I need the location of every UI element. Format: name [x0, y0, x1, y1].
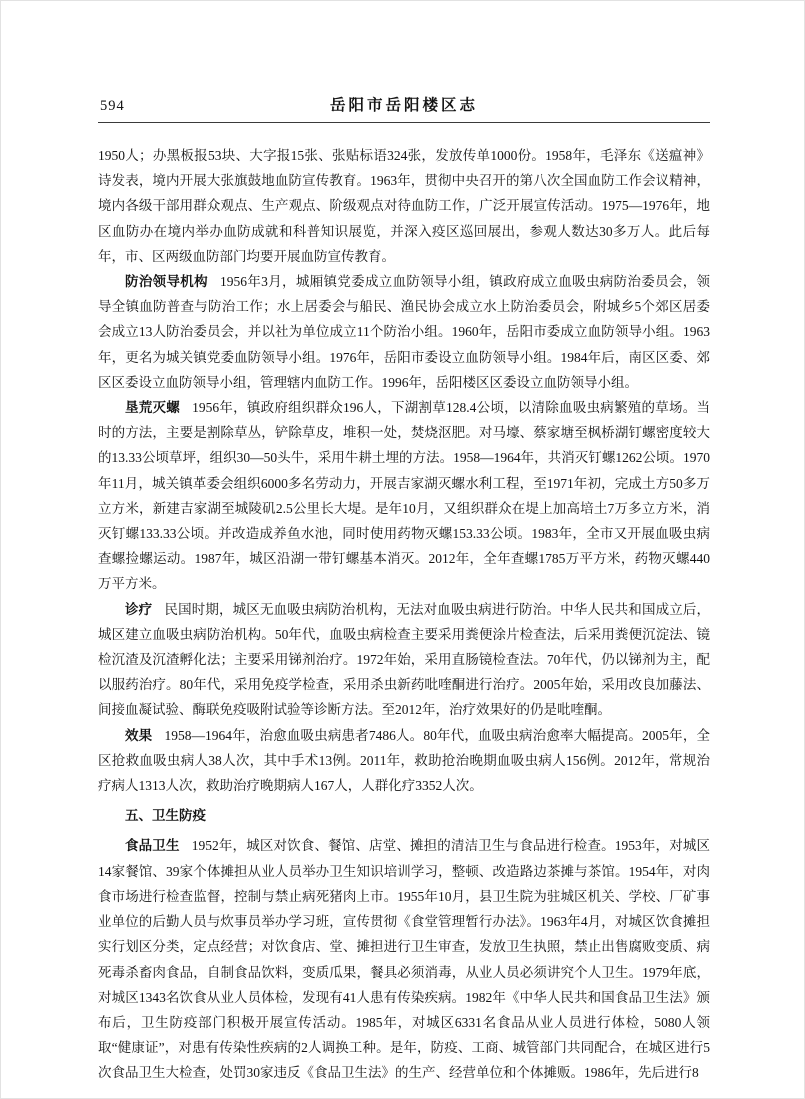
paragraph-text: 1956年3月，城厢镇党委成立血防领导小组，镇政府成立血吸虫病防治委员会，领导全镇血防普查与防治工作；水上居委会与船民、渔民协会成立水上防治委员会，附城乡5个郊区居委会成立13人防治委员会，并以社为单位成立11个防治小组。1960年，岳阳市委成立血防领导小组。1963年，更名为城关镇党委血防领导小组。1976年，岳阳市委设立血防领导小组。1984年后，南区区委、郊区区委设立血防领导小组，管理辖内血防工作。1996年，岳阳楼区区委设立血防领导小组。 — [98, 274, 711, 390]
paragraph-text: 1958—1964年，治愈血吸虫病患者7486人。80年代，血吸虫病治愈率大幅提高。2005年，全区抢救血吸虫病人38人次，其中手术13例。2011年，救助抢治晚期血吸虫病人156例。2012年，常规治疗病人1313人次，救助治疗晚期病人167人，人群化疗3352人次。 — [98, 727, 711, 794]
paragraph-text: 1952年，城区对饮食、餐馆、店堂、摊担的清洁卫生与食品进行检查。1953年，对城区14家餐馆、39家个体摊担从业人员举办卫生知识培训学习，整顿、改造路边茶摊与茶馆。1954年，对肉食市场进行检查监督，控制与禁止病死猪肉上市。1955年10月，县卫生院为驻城区机关、学校、厂矿事业单位的后勤人员与炊事员举办学习班，宣传贯彻《食堂管理暂行办法》。1963年4月，对城区饮食摊担实行划区分类，定点经营；对饮食店、堂、摊担进行卫生审查，发放卫生执照，禁止出售腐败变质、病死毒杀畜肉食品，自制食品饮料，变质瓜果，餐具必须消毒，从业人员必须讲究个人卫生。1979年底，对城区1343名饮食从业人员体检，发现有41人患有传染疾病。1982年《中华人民共和国食品卫生法》颁布后，卫生防疫部门积极开展宣传活动。1985年，对城区6331名食品从业人员进行体检，5080人领取“健康证”，对患有传染性疾病的2人调换工种。是年，防疫、工商、城管部门共同配合，在城区进行5次食品卫生大检查，处罚30家违反《食品卫生法》的生产、经营单位和个体摊贩。1986年，先后进行8 — [98, 838, 711, 1081]
paragraph-lead: 食品卫生 — [125, 838, 180, 854]
paragraph-lead: 防治领导机构 — [125, 274, 208, 290]
page-body — [98, 143, 710, 1086]
paragraph-lead: 效果 — [125, 727, 153, 743]
paragraph-leadership — [98, 269, 710, 395]
paragraph-text: 民国时期，城区无血吸虫病防治机构，无法对血吸虫病进行防治。中华人民共和国成立后，城区建立血吸虫病防治机构。50年代，血吸虫病检查主要采用粪便涂片检查法，后采用粪便沉淀法、镜检沉渣及沉渣孵化法；主要采用锑剂治疗。1972年始，采用直肠镜检查法。70年代，仍以锑剂为主，配以服药治疗。80年代，采用免疫学检查，采用杀虫新药吡喹酮进行治疗。2005年始，采用改良加藤法、间接血凝试验、酶联免疫吸附试验等诊断方法。至2012年，治疗效果好的仍是吡喹酮。 — [98, 601, 711, 718]
page-content — [98, 93, 710, 1086]
section-heading: 五、卫生防疫 — [125, 808, 206, 824]
paragraph-diagnosis-treatment — [98, 597, 710, 723]
paragraph-continuation — [98, 143, 710, 269]
paragraph-lead: 垦荒灭螺 — [125, 400, 180, 416]
paragraph-results — [98, 723, 710, 799]
paragraph-text: 1950人；办黑板报53块、大字报15张、张贴标语324张，发放传单1000份。1958年，毛泽东《送瘟神》诗发表，境内开展大张旗鼓地血防宣传教育。1963年，贯彻中央召开的第八次全国血防工作会议精神，境内各级干部用群众观点、生产观点、阶级观点对待血防工作，广泛开展宣传活动。1975—1976年，地区血防办在境内举办血防成就和科普知识展览，并深入疫区巡回展出，参观人数达30多万人。此后每年，市、区两级血防部门均要开展血防宣传教育。 — [98, 148, 710, 264]
paragraph-snail-elimination — [98, 395, 710, 597]
paragraph-text: 1956年，镇政府组织群众196人，下湖割草128.4公顷，以清除血吸虫病繁殖的草场。当时的方法，主要是割除草丛，铲除草皮，堆积一处，焚烧沤肥。对马壕、蔡家塘至枫桥湖钉螺密度较大的13.33公顷草坪，组织30—50头牛，采用牛耕土埋的方法。1958—1964年，共消灭钉螺1262公顷。1970年11月，城关镇革委会组织6000多名劳动力，开展吉家湖灭螺水利工程，至1971年初，完成土方50多万立方米，新建吉家湖至城陵矶2.5公里长大堤。是年10月，又组织群众在堤上加高培土7万多立方米，消灭钉螺133.33公顷。并改造成养鱼水池，同时使用药物灭螺153.33公顷。1983年，全市又开展血吸虫病查螺捡螺运动。1987年，城区沿湖一带钉螺基本消灭。2012年，全年查螺1785万平方米，药物灭螺440万平方米。 — [98, 400, 711, 592]
book-title: 岳阳市岳阳楼区志 — [329, 97, 478, 114]
page-number: 594 — [100, 98, 125, 114]
paragraph-food-hygiene — [98, 833, 710, 1085]
page-header — [98, 93, 710, 123]
paragraph-lead: 诊疗 — [125, 601, 153, 617]
